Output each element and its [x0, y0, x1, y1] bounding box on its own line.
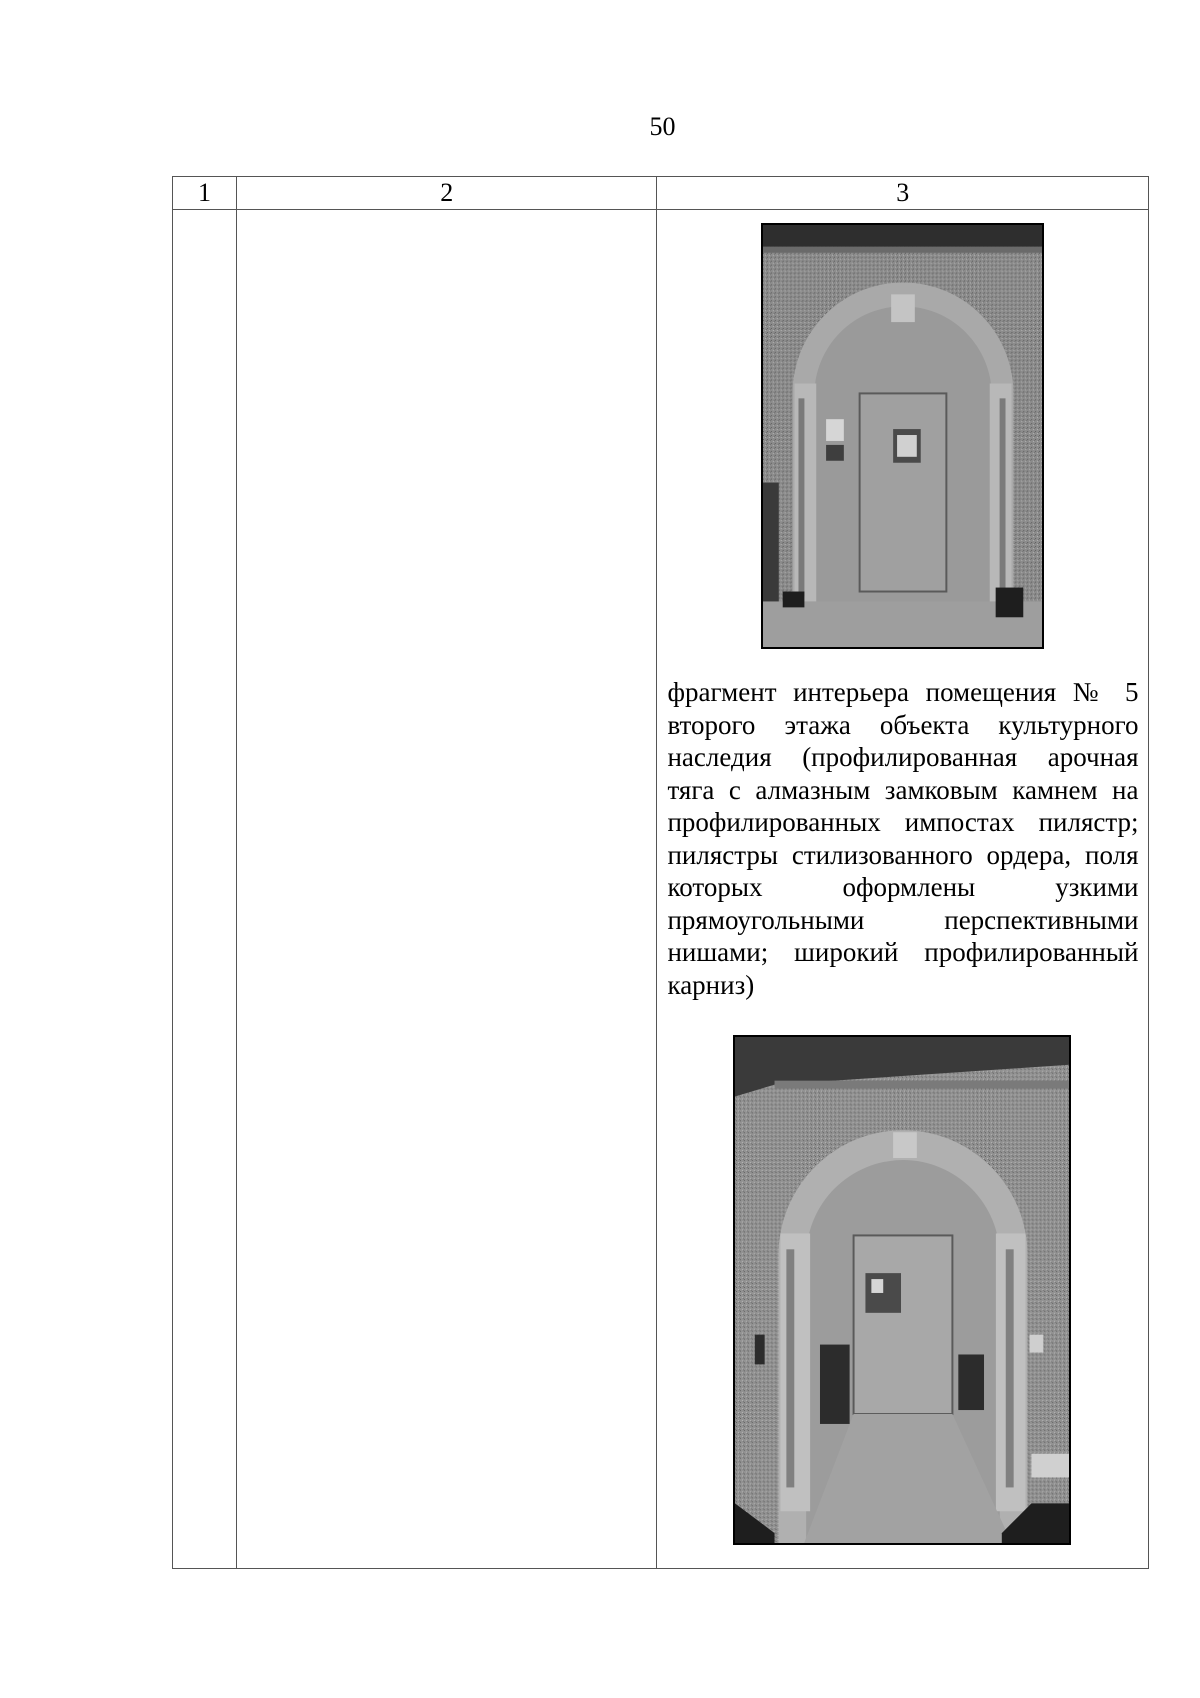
table-row [173, 210, 1149, 1569]
row-cell-col1 [173, 210, 237, 1569]
document-table [172, 176, 1149, 1569]
column-header-1: 1 [173, 177, 237, 210]
column-header-2: 2 [237, 177, 657, 210]
column-header-3: 3 [657, 177, 1149, 210]
page-number: 50 [649, 112, 676, 141]
table-header-row [173, 177, 1149, 210]
row-cell-col2 [237, 210, 657, 1569]
interior-photo-arch-corridor [733, 1035, 1071, 1545]
photo-caption: фрагмент интерьера помещения № 5 второго этажа объекта культурного наследия (профилированная арочная тяга с алмазным замковым камнем на профилированных импостах пилястр; пилястры стилизованного ордера, поля которых оформлены узкими прямоугольными перспективными нишами; широкий профилированный карниз) [667, 677, 1139, 1000]
interior-photo-arch-door [761, 223, 1044, 649]
row-cell-col3 [657, 210, 1149, 1569]
